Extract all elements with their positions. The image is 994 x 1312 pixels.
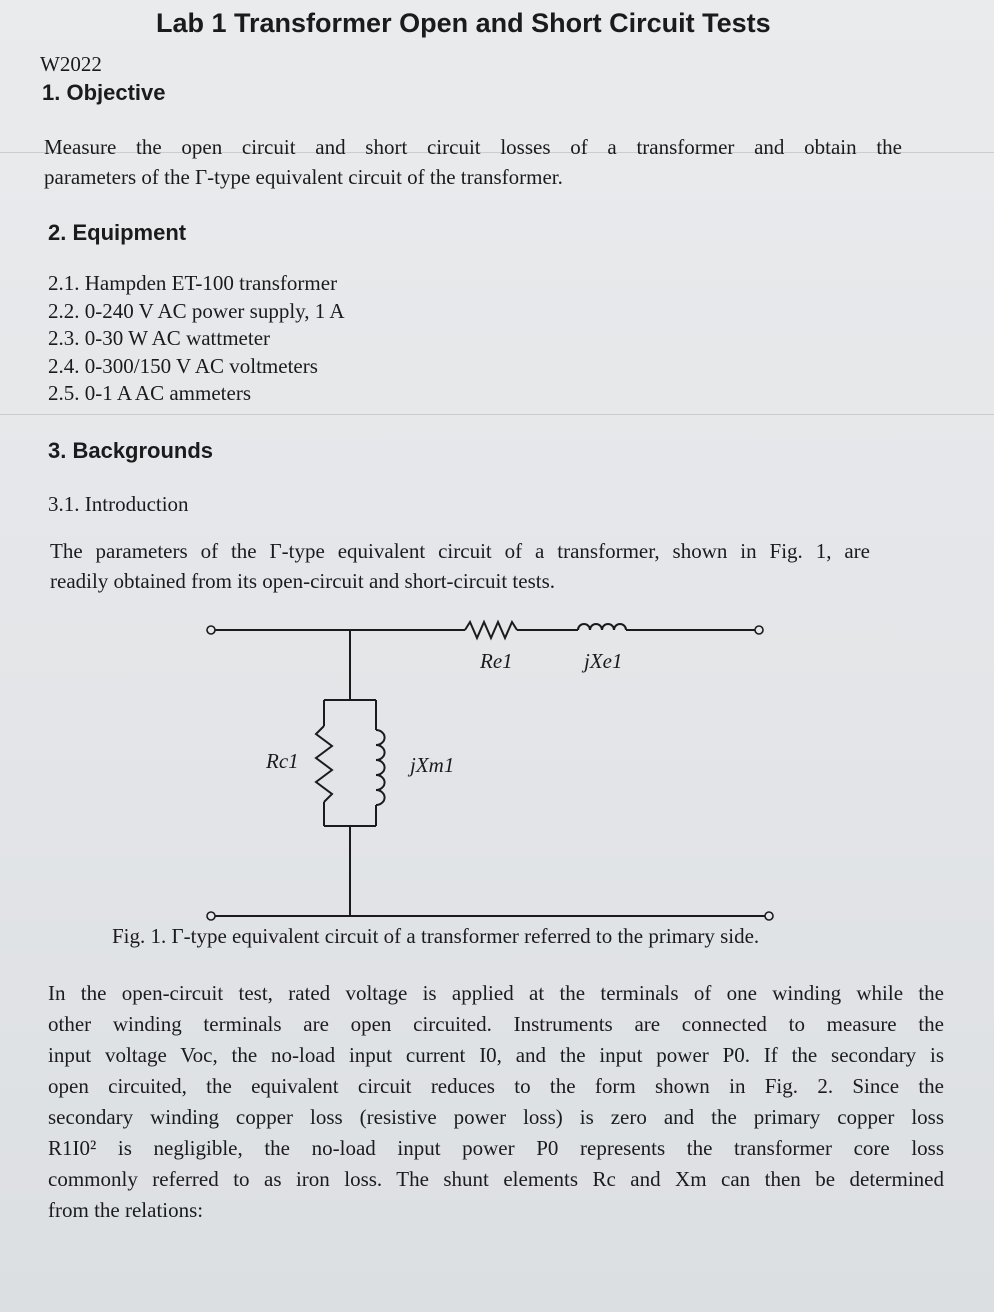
intro-line-2: readily obtained from its open-circuit and short-circuit tests. xyxy=(50,569,556,593)
objective-line-1: Measure the open circuit and short circuit losses of a transformer and obtain the xyxy=(44,135,902,159)
equipment-list xyxy=(48,270,345,408)
oc-line-3: input voltage Voc, the no-load input current I0, and the input power P0. If the secondary is xyxy=(48,1043,944,1067)
open-circuit-paragraph xyxy=(48,978,944,1226)
series-resistor xyxy=(465,622,517,638)
section-heading-equipment: 2. Equipment xyxy=(48,220,187,245)
oc-line-2: other winding terminals are open circuited. Instruments are connected to measure the xyxy=(48,1012,944,1036)
series-resistance-label: Re1 xyxy=(480,649,513,673)
section-heading-objective: 1. Objective xyxy=(42,80,166,105)
ruled-line xyxy=(0,414,994,415)
equipment-item: 2.2. 0-240 V AC power supply, 1 A xyxy=(48,298,345,323)
magnetizing-reactance-label: jXm1 xyxy=(410,753,455,777)
series-reactance-label: jXe1 xyxy=(584,649,623,673)
terminal xyxy=(755,626,763,634)
core-resistance-label: Rc1 xyxy=(266,749,299,773)
terminal xyxy=(765,912,773,920)
equipment-item: 2.4. 0-300/150 V AC voltmeters xyxy=(48,353,318,378)
equipment-item: 2.3. 0-30 W AC wattmeter xyxy=(48,326,271,350)
oc-line-8: from the relations: xyxy=(48,1198,204,1222)
oc-line-1: In the open-circuit test, rated voltage is applied at the terminals of one winding while the xyxy=(48,981,944,1005)
section-heading-backgrounds: 3. Backgrounds xyxy=(48,438,214,463)
objective-paragraph xyxy=(44,132,902,192)
series-inductor xyxy=(578,624,626,630)
equipment-item: 2.1. Hampden ET-100 transformer xyxy=(48,271,338,295)
shunt-resistor xyxy=(316,726,332,802)
equipment-item: 2.5. 0-1 A AC ammeters xyxy=(48,381,251,405)
oc-line-5: secondary winding copper loss (resistive power loss) is zero and the primary copper loss xyxy=(48,1105,944,1129)
oc-line-4: open circuited, the equivalent circuit reduces to the form shown in Fig. 2. Since the xyxy=(48,1074,944,1098)
subsection-heading-introduction: 3.1. Introduction xyxy=(48,492,189,516)
equivalent-circuit-figure xyxy=(200,606,780,926)
introduction-paragraph xyxy=(50,536,870,596)
terminal xyxy=(207,626,215,634)
terminal xyxy=(207,912,215,920)
objective-line-2: parameters of the Γ-type equivalent circuit of the transformer. xyxy=(44,165,563,189)
oc-line-6: R1I0² is negligible, the no-load input power P0 represents the transformer core loss xyxy=(48,1136,944,1160)
term-label: W2022 xyxy=(40,52,102,76)
intro-line-1: The parameters of the Γ-type equivalent circuit of a transformer, shown in Fig. 1, are xyxy=(50,539,870,563)
shunt-inductor xyxy=(376,730,385,805)
document-title: Lab 1 Transformer Open and Short Circuit Tests xyxy=(156,8,771,38)
figure-caption: Fig. 1. Γ-type equivalent circuit of a transformer referred to the primary side. xyxy=(112,924,760,948)
oc-line-7: commonly referred to as iron loss. The shunt elements Rc and Xm can then be determined xyxy=(48,1167,944,1191)
